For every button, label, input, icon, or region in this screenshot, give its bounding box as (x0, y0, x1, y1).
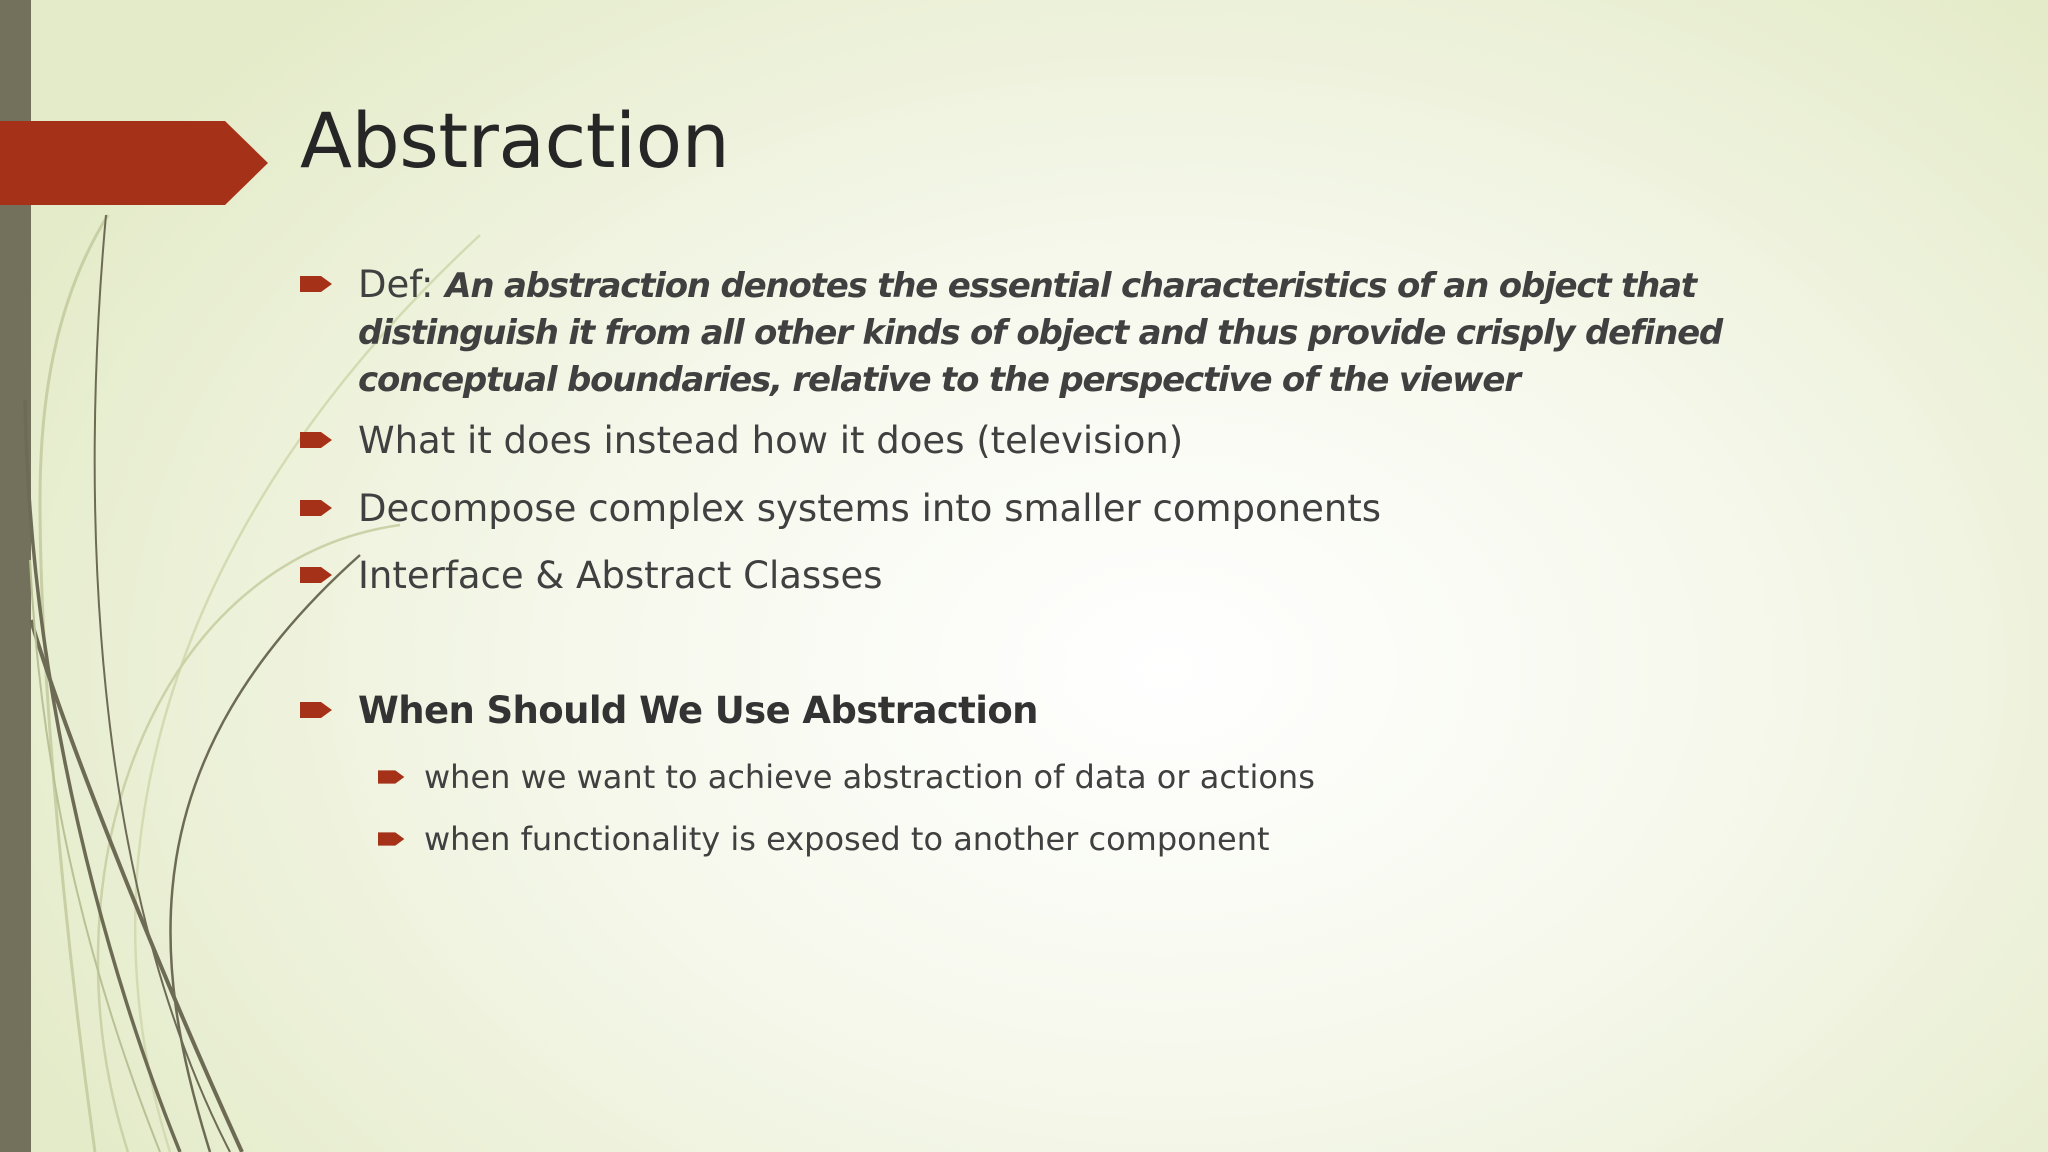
sub-bullet-text: when functionality is exposed to another component (424, 820, 1270, 858)
definition-text: An abstraction denotes the essential characteristics of an object that distinguish it from all other kinds of object and thus provide crisply defined conceptual boundaries, relative to the perspective of the viewer (358, 266, 1723, 400)
bullet-item (300, 486, 1900, 536)
bullet-definition (300, 262, 1900, 402)
arrow-bullet-icon (300, 496, 334, 520)
arrow-bullet-icon (300, 698, 334, 722)
definition-prefix: Def: (358, 263, 446, 306)
bullet-item (300, 418, 1900, 468)
arrow-bullet-icon (300, 272, 334, 296)
bullet-text (358, 262, 1900, 403)
arrow-bullet-icon (300, 428, 334, 452)
bullet-item (300, 553, 1900, 603)
title-accent-arrow (0, 121, 268, 205)
arrow-bullet-icon (300, 563, 334, 587)
arrow-bullet-icon (378, 829, 406, 849)
title-arrow-icon (0, 0, 280, 260)
sub-bullet-item (378, 757, 1878, 801)
bullet-heading-text: When Should We Use Abstraction (358, 689, 1038, 732)
bullet-heading (300, 688, 1900, 738)
bullet-text: Decompose complex systems into smaller components (358, 487, 1382, 530)
arrow-bullet-icon (378, 767, 406, 787)
sub-bullet-item (378, 819, 1878, 863)
bullet-text: What it does instead how it does (television) (358, 419, 1184, 462)
bullet-text: Interface & Abstract Classes (358, 554, 883, 597)
sub-bullet-text: when we want to achieve abstraction of data or actions (424, 758, 1315, 796)
slide-title: Abstraction (300, 96, 730, 185)
